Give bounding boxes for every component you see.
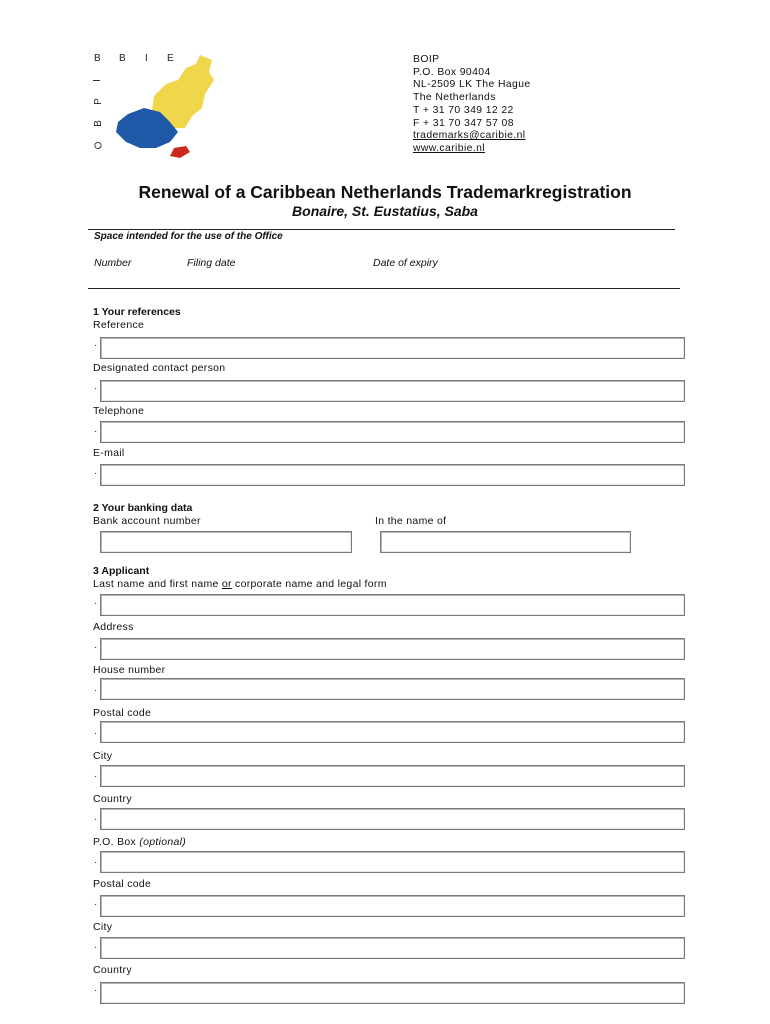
- office-use-label: Space intended for the use of the Office: [94, 231, 283, 242]
- bank-account-input[interactable]: [100, 531, 352, 553]
- field-marker: ·: [94, 642, 98, 653]
- reference-input[interactable]: [100, 337, 685, 359]
- telephone-input[interactable]: [100, 421, 685, 443]
- address-input[interactable]: [100, 638, 685, 660]
- account-name-input[interactable]: [380, 531, 631, 553]
- page-subtitle: Bonaire, St. Eustatius, Saba: [292, 203, 478, 219]
- address-country: The Netherlands: [413, 92, 496, 104]
- po-country-label: Country: [93, 964, 132, 976]
- address-email-link[interactable]: trademarks@caribie.nl: [413, 130, 526, 142]
- po-country-input[interactable]: [100, 982, 685, 1004]
- po-box-label: [93, 836, 186, 848]
- office-number-label: Number: [94, 257, 132, 269]
- postal-code-input[interactable]: [100, 721, 685, 743]
- address-city: NL-2509 LK The Hague: [413, 79, 531, 91]
- telephone-label: Telephone: [93, 405, 145, 417]
- logo-letter: O: [93, 141, 105, 150]
- address-org: BOIP: [413, 54, 440, 65]
- divider: [88, 229, 675, 230]
- applicant-name-label-part: Last name and first name: [93, 578, 222, 590]
- field-marker: ·: [94, 685, 98, 696]
- country-input[interactable]: [100, 808, 685, 830]
- field-marker: ·: [94, 771, 98, 782]
- address-phone: T + 31 70 349 12 22: [413, 104, 514, 116]
- city-label: City: [93, 750, 113, 762]
- page-title: Renewal of a Caribbean Netherlands Trademarkregistration: [138, 182, 632, 202]
- house-number-input[interactable]: [100, 678, 685, 700]
- logo-islands-icon: [108, 50, 220, 162]
- contact-person-input[interactable]: [100, 380, 685, 402]
- field-marker: ·: [94, 383, 98, 394]
- house-number-label: House number: [93, 664, 166, 676]
- postal-code-label: Postal code: [93, 707, 152, 719]
- city-input[interactable]: [100, 765, 685, 787]
- address-block: [413, 54, 531, 156]
- divider: [88, 288, 680, 289]
- office-expiry-label: Date of expiry: [373, 257, 438, 269]
- address-website-link[interactable]: www.caribie.nl: [413, 142, 486, 154]
- logo-letter: E: [167, 53, 174, 64]
- field-marker: ·: [94, 426, 98, 437]
- field-marker: ·: [94, 899, 98, 910]
- applicant-name-label-part: corporate name and legal form: [231, 578, 387, 590]
- field-marker: ·: [94, 728, 98, 739]
- logo-letter: I: [145, 53, 148, 64]
- address-po-box: P.O. Box 90404: [413, 66, 491, 78]
- applicant-name-label-or: or: [221, 578, 232, 590]
- section-banking-heading: 2 Your banking data: [93, 502, 193, 514]
- email-input[interactable]: [100, 464, 685, 486]
- bank-account-label: Bank account number: [93, 515, 201, 527]
- field-marker: ·: [94, 814, 98, 825]
- logo-letter: B: [94, 53, 101, 64]
- field-marker: ·: [94, 857, 98, 868]
- po-box-input[interactable]: [100, 851, 685, 873]
- reference-label: Reference: [93, 319, 145, 331]
- logo-letter: I: [91, 79, 103, 82]
- logo-letter: P: [92, 98, 104, 105]
- address-label: Address: [93, 621, 134, 633]
- optional-label: (optional): [139, 836, 187, 848]
- logo-letter: B: [119, 53, 126, 64]
- po-city-label: City: [93, 921, 113, 933]
- field-marker: ·: [94, 598, 98, 609]
- field-marker: ·: [94, 468, 98, 479]
- section-applicant-heading: 3 Applicant: [93, 565, 150, 577]
- po-box-label-text: P.O. Box: [93, 836, 140, 848]
- field-marker: ·: [94, 340, 98, 351]
- field-marker: ·: [94, 985, 98, 996]
- contact-person-label: Designated contact person: [93, 362, 226, 374]
- email-label: E-mail: [93, 447, 125, 459]
- field-marker: ·: [94, 942, 98, 953]
- po-postal-code-input[interactable]: [100, 895, 685, 917]
- section-references-heading: 1 Your references: [93, 306, 181, 318]
- account-name-label: In the name of: [375, 515, 447, 527]
- address-fax: F + 31 70 347 57 08: [413, 117, 514, 129]
- applicant-name-input[interactable]: [100, 594, 685, 616]
- applicant-name-label: [93, 578, 387, 590]
- po-postal-code-label: Postal code: [93, 878, 152, 890]
- country-label: Country: [93, 793, 132, 805]
- office-filing-date-label: Filing date: [187, 257, 236, 269]
- logo-letter: B: [92, 120, 104, 127]
- po-city-input[interactable]: [100, 937, 685, 959]
